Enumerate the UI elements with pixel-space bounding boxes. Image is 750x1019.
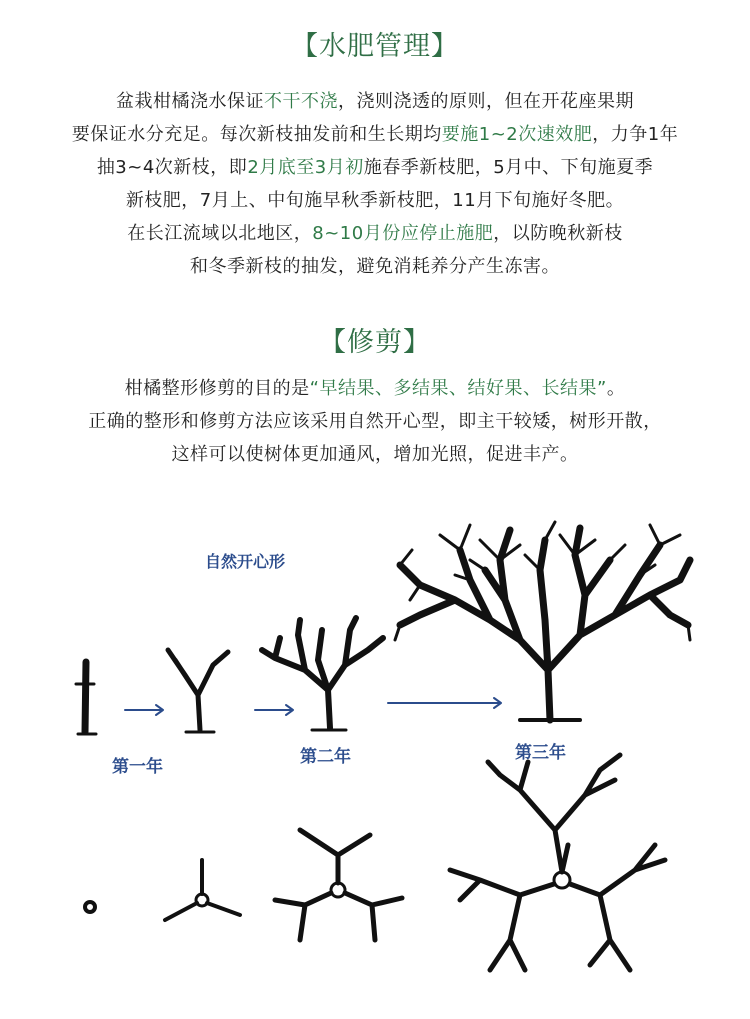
text-line <box>0 85 750 118</box>
text-line <box>0 438 750 471</box>
water-fertilizer-body <box>0 85 750 283</box>
sapling-stage-0 <box>76 662 96 734</box>
body-text: 施春季新枝肥，5月中、下旬施夏季 <box>363 157 654 178</box>
pruning-body <box>0 372 750 471</box>
water-fertilizer-heading: 【水肥管理】 <box>291 31 459 62</box>
body-text: 柑橘整形修剪的目的是 <box>124 378 310 399</box>
body-text: 正确的整形和修剪方法应该采用自然开心型，即主干较矮，树形开散， <box>88 411 662 432</box>
plan-view-year-2 <box>275 830 402 940</box>
body-text: ，浇则浇透的原则，但在开花座果期 <box>338 91 634 112</box>
text-line <box>0 118 750 151</box>
text-line <box>0 217 750 250</box>
body-text: 盆栽柑橘浇水保证 <box>116 91 264 112</box>
highlight-text: 要施1~2次速效肥 <box>441 124 593 145</box>
text-line <box>0 151 750 184</box>
body-text: 要保证水分充足。每次新枝抽发前和生长期均 <box>71 124 442 145</box>
highlight-text: 8~10月份应停止施肥 <box>312 223 494 244</box>
year-2-label: 第二年 <box>300 747 351 767</box>
diagram-title: 自然开心形 <box>205 552 286 571</box>
highlight-text: 不干不浇 <box>264 91 338 112</box>
text-line <box>0 405 750 438</box>
body-text: 抽3~4次新枝，即 <box>96 157 248 178</box>
tree-stage-year-1 <box>168 650 228 732</box>
highlight-text: 2月底至3月初 <box>247 157 364 178</box>
text-line <box>0 184 750 217</box>
plan-view-stage-0 <box>85 902 95 912</box>
tree-stage-year-3 <box>395 522 690 720</box>
highlight-text: “早结果、多结果、结好果、长结果” <box>309 378 607 399</box>
text-line <box>0 250 750 283</box>
pruning-diagram <box>0 500 750 1019</box>
year-1-label: 第一年 <box>112 757 163 777</box>
body-text: ，以防晚秋新枝 <box>493 223 623 244</box>
body-text: 新枝肥，7月上、中旬施早秋季新枝肥，11月下旬施好冬肥。 <box>125 190 625 211</box>
body-text: 。 <box>606 378 626 399</box>
body-text: 和冬季新枝的抽发，避免消耗养分产生冻害。 <box>190 256 560 277</box>
body-text: 在长江流域以北地区， <box>127 223 313 244</box>
year-3-label: 第三年 <box>515 743 566 763</box>
plan-view-year-3 <box>450 755 665 970</box>
arrows <box>125 698 501 715</box>
body-text: 这样可以使树体更加通风，增加光照，促进丰产。 <box>171 444 579 465</box>
body-text: ，力争1年 <box>592 124 679 145</box>
plan-view-year-1 <box>165 860 240 920</box>
pruning-heading: 【修剪】 <box>319 327 431 358</box>
text-line <box>0 372 750 405</box>
tree-stage-year-2 <box>262 618 383 730</box>
